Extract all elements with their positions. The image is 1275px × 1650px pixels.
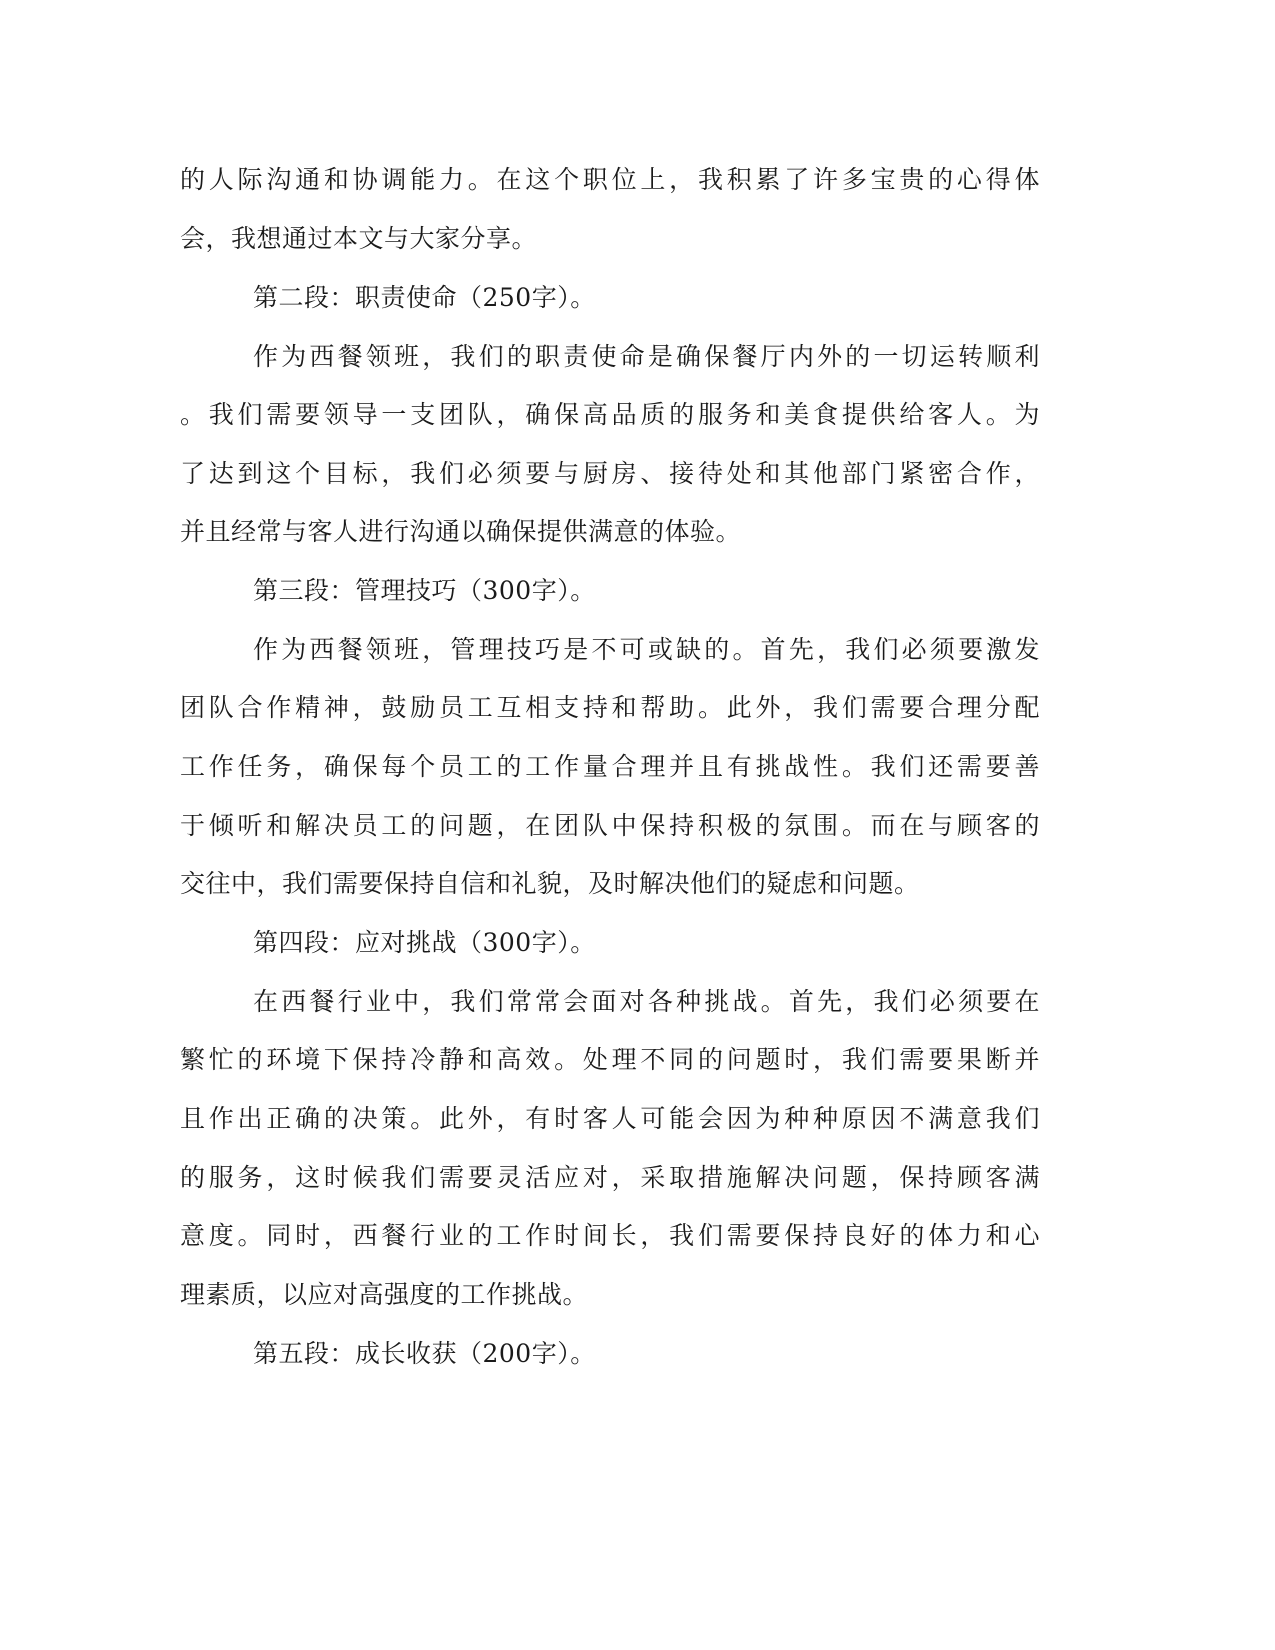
text-line: 繁忙的环境下保持冷静和高效。处理不同的问题时，我们需要果断并 bbox=[180, 1045, 1040, 1074]
text-line: 会，我想通过本文与大家分享。 bbox=[180, 224, 538, 253]
text-line: 交往中，我们需要保持自信和礼貌，及时解决他们的疑虑和问题。 bbox=[180, 869, 920, 898]
section-heading: 第四段：应对挑战（300字）。 bbox=[253, 928, 596, 957]
text-line: 的人际沟通和协调能力。在这个职位上，我积累了许多宝贵的心得体 bbox=[180, 165, 1040, 194]
text-line: 工作任务，确保每个员工的工作量合理并且有挑战性。我们还需要善 bbox=[180, 752, 1040, 781]
text-line: 且作出正确的决策。此外，有时客人可能会因为种种原因不满意我们 bbox=[180, 1104, 1040, 1133]
text-line: 作为西餐领班，我们的职责使命是确保餐厅内外的一切运转顺利 bbox=[253, 342, 1040, 371]
text-line: 在西餐行业中，我们常常会面对各种挑战。首先，我们必须要在 bbox=[253, 987, 1040, 1016]
text-line: 于倾听和解决员工的问题，在团队中保持积极的氛围。而在与顾客的 bbox=[180, 811, 1040, 840]
text-line: 理素质，以应对高强度的工作挑战。 bbox=[180, 1280, 589, 1309]
section-heading: 第三段：管理技巧（300字）。 bbox=[253, 576, 596, 605]
text-line: 了达到这个目标，我们必须要与厨房、接待处和其他部门紧密合作， bbox=[180, 459, 1040, 488]
section-heading: 第五段：成长收获（200字）。 bbox=[253, 1339, 596, 1368]
text-line: 作为西餐领班，管理技巧是不可或缺的。首先，我们必须要激发 bbox=[253, 635, 1040, 664]
text-line: 的服务，这时候我们需要灵活应对，采取措施解决问题，保持顾客满 bbox=[180, 1163, 1040, 1192]
text-line: 。我们需要领导一支团队，确保高品质的服务和美食提供给客人。为 bbox=[180, 400, 1040, 429]
text-line: 并且经常与客人进行沟通以确保提供满意的体验。 bbox=[180, 517, 742, 546]
text-line: 团队合作精神，鼓励员工互相支持和帮助。此外，我们需要合理分配 bbox=[180, 693, 1040, 722]
section-heading: 第二段：职责使命（250字）。 bbox=[253, 283, 596, 312]
text-line: 意度。同时，西餐行业的工作时间长，我们需要保持良好的体力和心 bbox=[180, 1221, 1040, 1250]
